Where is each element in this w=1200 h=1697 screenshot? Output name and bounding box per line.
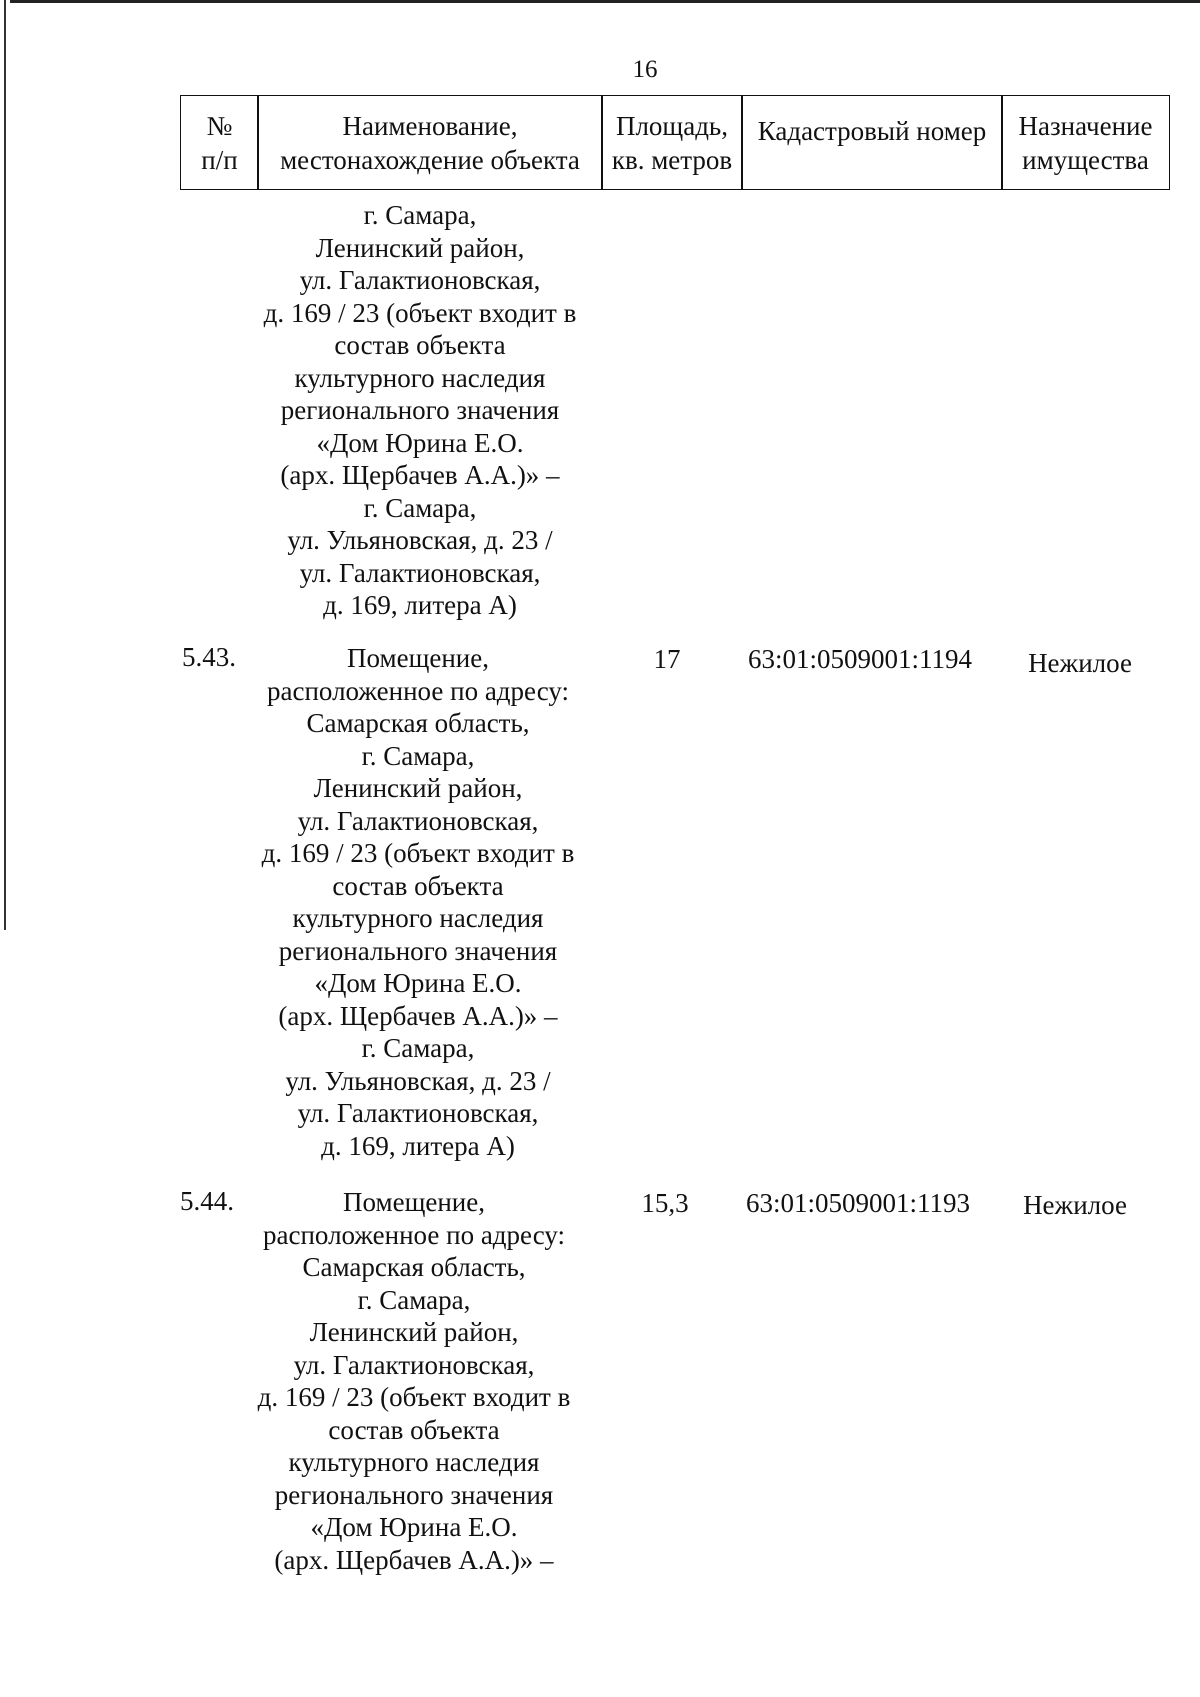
address-line: Ленинский район, [315, 232, 525, 263]
address-line: состав объекта [334, 330, 506, 360]
address-line: культурного наследия [292, 903, 544, 933]
address-line: состав объекта [328, 1414, 500, 1445]
address-line: регионального значения [278, 935, 558, 966]
address-line: (арх. Щербачев А.А.)» – [280, 460, 560, 490]
row-area: 17 [653, 644, 681, 674]
address-line: г. Самара, [361, 1033, 475, 1063]
address-line: Самарская область, [302, 1252, 526, 1282]
address-line: д. 169 / 23 (объект входит в [257, 1382, 571, 1412]
address-line: г. Самара, [363, 492, 477, 523]
header-cell-number [180, 95, 259, 190]
address-line: культурного наследия [288, 1447, 540, 1477]
address-line: д. 169, литера А) [323, 590, 517, 620]
address-line: регионального значения [280, 395, 560, 425]
address-line: культурного наследия [294, 362, 546, 393]
header-cell-purpose [1001, 95, 1170, 190]
row-cadastral-number: 63:01:0509001:1194 [748, 644, 973, 674]
row-cadastral-number: 63:01:0509001:1193 [746, 1188, 971, 1218]
address-line: ул. Ульяновская, д. 23 / [285, 1065, 551, 1096]
address-line: Помещение, [347, 643, 489, 673]
address-line: Ленинский район, [313, 773, 523, 803]
header-purpose-line: Назначение [1018, 110, 1153, 141]
address-line: состав объекта [332, 870, 504, 901]
header-number-line: п/п [201, 144, 238, 175]
header-purpose-line: имущества [1022, 144, 1149, 175]
address-line: (арх. Щербачев А.А.)» – [274, 1544, 554, 1575]
address-line: г. Самара, [361, 740, 475, 771]
address-line: регионального значения [274, 1479, 554, 1510]
header-cell-area [601, 95, 743, 190]
address-line: ул. Галактионовская, [293, 1349, 535, 1380]
address-line: ул. Галактионовская, [297, 805, 539, 836]
row-purpose: Нежилое [1028, 648, 1132, 678]
address-line: расположенное по адресу: [263, 1219, 565, 1250]
row-purpose: Нежилое [1023, 1190, 1127, 1220]
address-line: д. 169 / 23 (объект входит в [261, 838, 575, 868]
address-line: г. Самара, [357, 1284, 471, 1315]
row-address [218, 642, 618, 1162]
address-line: д. 169, литера А) [321, 1130, 515, 1161]
header-name-line: Наименование, [342, 110, 518, 141]
header-cadastral-line: Кадастровый номер [757, 116, 987, 146]
row-area: 15,3 [641, 1188, 689, 1218]
left-edge-line [4, 0, 6, 930]
header-cell-name [257, 95, 603, 190]
address-line: расположенное по адресу: [267, 675, 569, 706]
address-line: ул. Галактионовская, [299, 557, 541, 588]
top-border-line [10, 0, 1200, 3]
header-area-line: кв. метров [611, 144, 733, 175]
address-line: ул. Галактионовская, [299, 265, 541, 295]
address-line: ул. Ульяновская, д. 23 / [287, 525, 553, 555]
continuation-address [220, 199, 620, 622]
row-number: 5.44. [180, 1186, 234, 1216]
header-name-line: местонахождение объекта [280, 144, 580, 175]
address-line: Помещение, [343, 1187, 485, 1217]
address-line: ул. Галактионовская, [297, 1098, 539, 1128]
address-line: «Дом Юрина Е.О. [316, 427, 524, 458]
address-line: Самарская область, [306, 708, 530, 738]
address-line: «Дом Юрина Е.О. [310, 1512, 518, 1542]
address-line: «Дом Юрина Е.О. [314, 968, 522, 998]
address-line: д. 169 / 23 (объект входит в [263, 297, 577, 328]
address-line: Ленинский район, [309, 1317, 519, 1347]
row-address [214, 1186, 614, 1576]
address-line: г. Самара, [363, 200, 477, 230]
page-number: 16 [632, 56, 658, 83]
address-line: (арх. Щербачев А.А.)» – [278, 1000, 558, 1031]
row-number: 5.43. [182, 642, 236, 672]
header-area-line: Площадь, [615, 110, 729, 141]
header-cell-cadastral [741, 95, 1003, 190]
header-number-line: № [206, 110, 233, 141]
